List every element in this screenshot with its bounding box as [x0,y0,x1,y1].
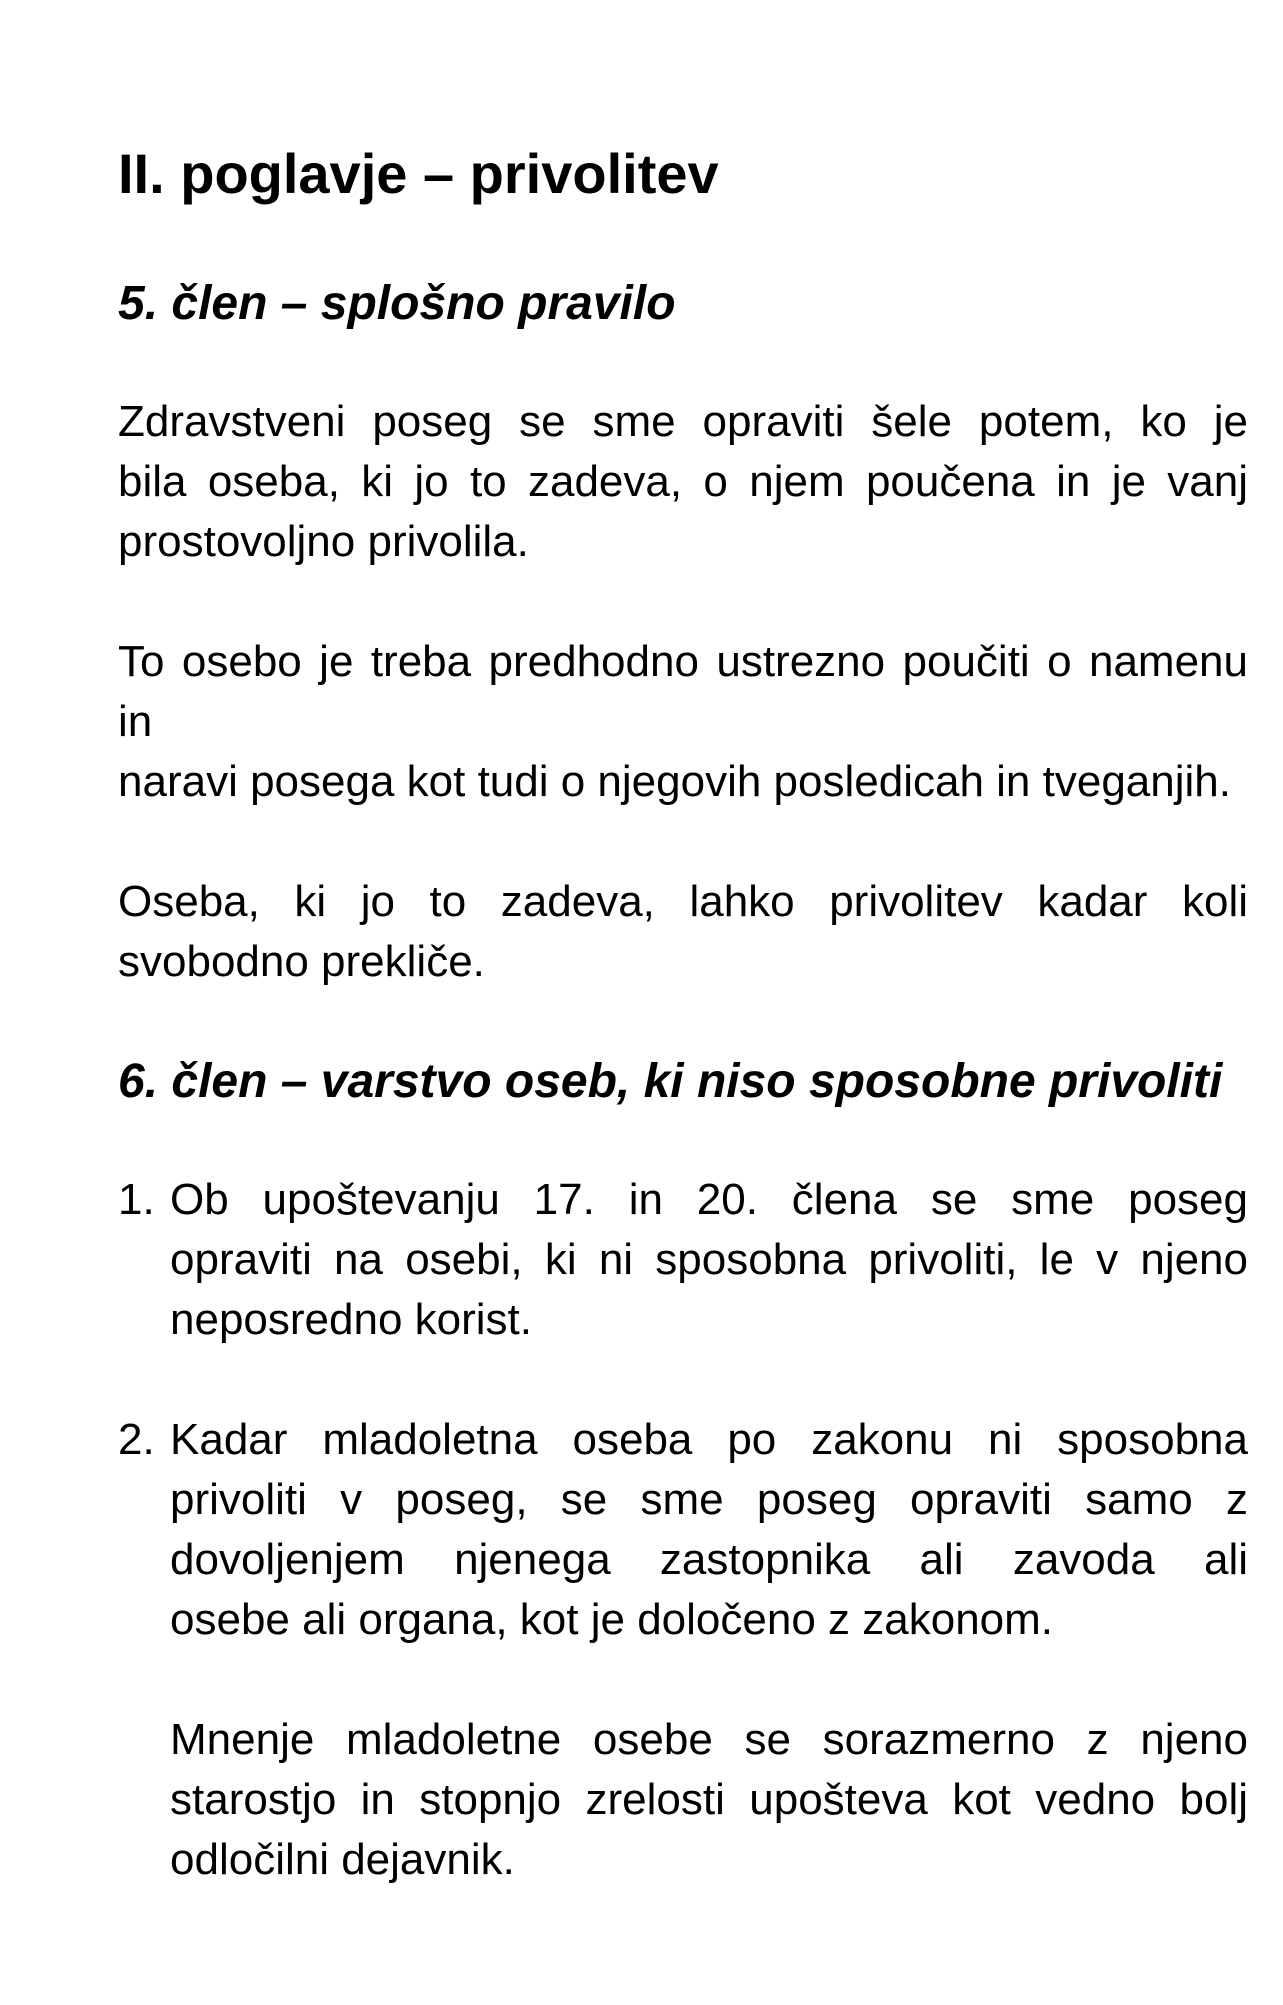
text-line: osebe ali organa, kot je določeno z zakonom. [170,1595,1054,1644]
numbered-list-item [118,1410,1248,1650]
text-line: prostovoljno privolila. [118,517,529,566]
paragraph [118,632,1248,812]
indented-paragraph [170,1710,1248,1890]
list-item-text [170,1410,1248,1650]
text-line: opraviti na osebi, ki ni sposobna privoliti, le v njeno [170,1235,1248,1284]
text-line: odločilni dejavnik. [170,1835,515,1884]
text-line: naravi posega kot tudi o njegovih posledicah in tveganjih. [118,757,1231,806]
text-line: Zdravstveni poseg se sme opraviti šele potem, ko je [118,397,1248,446]
list-item-number: 1. [118,1175,155,1224]
text-line: Kadar mladoletna oseba po zakonu ni sposobna [170,1415,1248,1464]
chapter-heading: II. poglavje – privolitev [118,142,719,205]
article-heading: 5. člen – splošno pravilo [118,277,676,330]
text-line: starostjo in stopnjo zrelosti upošteva kot vedno bolj [170,1775,1248,1824]
article-heading: 6. člen – varstvo oseb, ki niso sposobne privoliti [118,1055,1223,1108]
text-line: privoliti v poseg, se sme poseg opraviti samo z [170,1475,1248,1524]
text-line: Ob upoštevanju 17. in 20. člena se sme poseg [170,1175,1248,1224]
text-line: To osebo je treba predhodno ustrezno poučiti o namenu in [118,637,1248,746]
list-item-number: 2. [118,1415,155,1464]
paragraph [118,872,1248,992]
list-item-text [170,1170,1248,1350]
text-line: neposredno korist. [170,1295,532,1344]
text-line: Mnenje mladoletne osebe se sorazmerno z njeno [170,1715,1248,1764]
text-line: bila oseba, ki jo to zadeva, o njem poučena in je vanj [118,457,1248,506]
paragraph [118,392,1248,572]
document-content [118,140,1248,1890]
text-line: dovoljenjem njenega zastopnika ali zavoda ali [170,1535,1248,1584]
text-line: svobodno prekliče. [118,937,485,986]
numbered-list-item [118,1170,1248,1350]
text-line: Oseba, ki jo to zadeva, lahko privolitev kadar koli [118,877,1248,926]
